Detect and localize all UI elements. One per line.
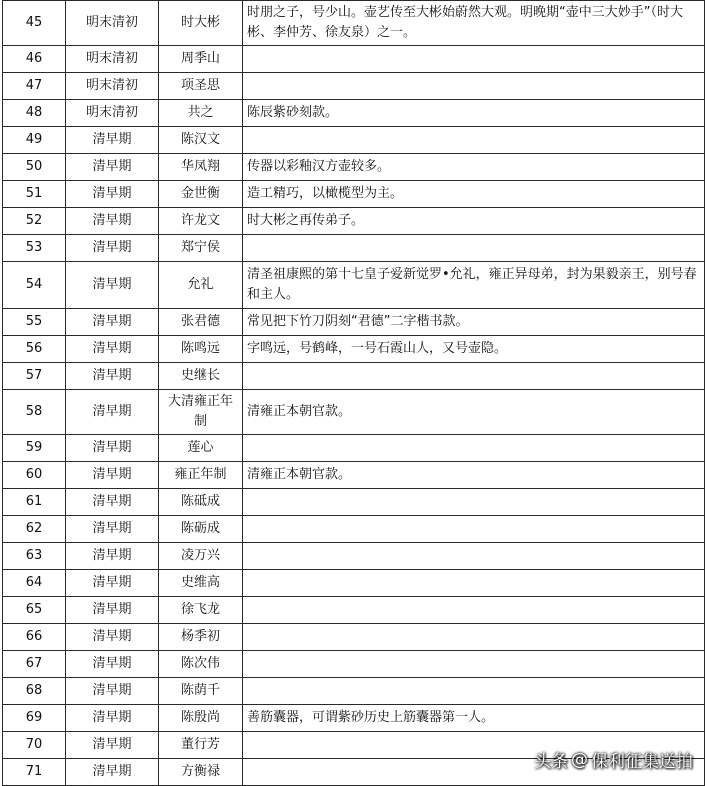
row-era: 清早期 <box>66 732 159 759</box>
table-row <box>3 100 705 127</box>
table-row <box>3 705 705 732</box>
table-row <box>3 570 705 597</box>
row-potter-name: 大清雍正年制 <box>159 390 243 435</box>
watermark-at: @ <box>571 749 588 770</box>
row-note <box>243 435 705 462</box>
row-era: 清早期 <box>66 127 159 154</box>
row-note: 造工精巧，以橄榄型为主。 <box>243 181 705 208</box>
row-potter-name: 雍正年制 <box>159 462 243 489</box>
row-note <box>243 543 705 570</box>
row-note <box>243 235 705 262</box>
row-potter-name: 史维高 <box>159 570 243 597</box>
table-row <box>3 435 705 462</box>
table-row <box>3 127 705 154</box>
row-note: 清圣祖康熙的第十七皇子爱新觉罗•允礼，雍正异母弟，封为果毅亲王，别号春和主人。 <box>243 262 705 309</box>
row-potter-name: 时大彬 <box>159 1 243 46</box>
row-era: 清早期 <box>66 705 159 732</box>
table-row <box>3 1 705 46</box>
row-era: 清早期 <box>66 597 159 624</box>
row-era: 清早期 <box>66 570 159 597</box>
row-potter-name: 凌万兴 <box>159 543 243 570</box>
row-potter-name: 董行芳 <box>159 732 243 759</box>
row-note <box>243 46 705 73</box>
row-note <box>243 570 705 597</box>
row-number: 57 <box>3 363 66 390</box>
row-note <box>243 363 705 390</box>
row-era: 清早期 <box>66 624 159 651</box>
watermark <box>534 747 693 772</box>
row-note <box>243 597 705 624</box>
row-number: 55 <box>3 309 66 336</box>
row-potter-name: 许龙文 <box>159 208 243 235</box>
row-number: 50 <box>3 154 66 181</box>
row-number: 68 <box>3 678 66 705</box>
row-number: 59 <box>3 435 66 462</box>
row-note <box>243 516 705 543</box>
table-row <box>3 181 705 208</box>
row-note <box>243 678 705 705</box>
row-potter-name: 徐飞龙 <box>159 597 243 624</box>
row-era: 清早期 <box>66 489 159 516</box>
row-number: 51 <box>3 181 66 208</box>
table-row <box>3 462 705 489</box>
row-number: 69 <box>3 705 66 732</box>
row-potter-name: 陈砥成 <box>159 489 243 516</box>
row-number: 58 <box>3 390 66 435</box>
row-era: 明末清初 <box>66 46 159 73</box>
row-potter-name: 陈鸣远 <box>159 336 243 363</box>
row-number: 60 <box>3 462 66 489</box>
row-potter-name: 允礼 <box>159 262 243 309</box>
watermark-left: 头条 <box>534 752 568 772</box>
row-number: 61 <box>3 489 66 516</box>
row-potter-name: 杨季初 <box>159 624 243 651</box>
row-potter-name: 陈殷尚 <box>159 705 243 732</box>
row-number: 66 <box>3 624 66 651</box>
row-number: 71 <box>3 759 66 786</box>
row-era: 清早期 <box>66 435 159 462</box>
row-number: 67 <box>3 651 66 678</box>
row-era: 清早期 <box>66 678 159 705</box>
potters-table <box>2 0 705 786</box>
row-potter-name: 项圣思 <box>159 73 243 100</box>
row-era: 清早期 <box>66 208 159 235</box>
table-row <box>3 390 705 435</box>
row-potter-name: 方衡禄 <box>159 759 243 786</box>
row-number: 47 <box>3 73 66 100</box>
row-era: 清早期 <box>66 262 159 309</box>
row-era: 清早期 <box>66 543 159 570</box>
table-row <box>3 208 705 235</box>
table-row <box>3 543 705 570</box>
row-era: 明末清初 <box>66 100 159 127</box>
row-potter-name: 陈汉文 <box>159 127 243 154</box>
row-number: 65 <box>3 597 66 624</box>
table-row <box>3 624 705 651</box>
row-number: 53 <box>3 235 66 262</box>
row-note <box>243 651 705 678</box>
row-note <box>243 489 705 516</box>
row-potter-name: 陈次伟 <box>159 651 243 678</box>
row-note: 陈辰紫砂刻款。 <box>243 100 705 127</box>
row-note: 字鸣远，号鹤峰，一号石霞山人，又号壶隐。 <box>243 336 705 363</box>
row-potter-name: 莲心 <box>159 435 243 462</box>
row-potter-name: 金世衡 <box>159 181 243 208</box>
row-number: 46 <box>3 46 66 73</box>
table-row <box>3 235 705 262</box>
row-era: 清早期 <box>66 154 159 181</box>
row-number: 63 <box>3 543 66 570</box>
row-number: 45 <box>3 1 66 46</box>
row-number: 52 <box>3 208 66 235</box>
table-row <box>3 336 705 363</box>
row-potter-name: 周季山 <box>159 46 243 73</box>
table-row <box>3 516 705 543</box>
table-row <box>3 262 705 309</box>
row-number: 54 <box>3 262 66 309</box>
row-era: 清早期 <box>66 516 159 543</box>
table-row <box>3 154 705 181</box>
table-row <box>3 309 705 336</box>
table-row <box>3 73 705 100</box>
row-note <box>243 73 705 100</box>
row-note: 清雍正本朝官款。 <box>243 390 705 435</box>
row-note: 善筋囊器，可谓紫砂历史上筋囊器第一人。 <box>243 705 705 732</box>
table-body <box>3 1 705 786</box>
table-row <box>3 651 705 678</box>
row-note <box>243 127 705 154</box>
table-row <box>3 363 705 390</box>
row-note <box>243 624 705 651</box>
row-potter-name: 华凤翔 <box>159 154 243 181</box>
row-potter-name: 陈荫千 <box>159 678 243 705</box>
row-potter-name: 陈砺成 <box>159 516 243 543</box>
watermark-right: 保利征集送拍 <box>591 752 693 772</box>
table-row <box>3 678 705 705</box>
row-note: 传器以彩釉汉方壶较多。 <box>243 154 705 181</box>
row-era: 清早期 <box>66 309 159 336</box>
row-potter-name: 共之 <box>159 100 243 127</box>
row-number: 48 <box>3 100 66 127</box>
row-number: 62 <box>3 516 66 543</box>
table-row <box>3 597 705 624</box>
row-potter-name: 张君德 <box>159 309 243 336</box>
row-note: 时大彬之再传弟子。 <box>243 208 705 235</box>
row-number: 56 <box>3 336 66 363</box>
row-note: 清雍正本朝官款。 <box>243 462 705 489</box>
row-note: 常见把下竹刀阴刻“君德”二字楷书款。 <box>243 309 705 336</box>
row-era: 清早期 <box>66 181 159 208</box>
row-potter-name: 史继长 <box>159 363 243 390</box>
row-era: 清早期 <box>66 363 159 390</box>
row-potter-name: 郑宁侯 <box>159 235 243 262</box>
row-era: 清早期 <box>66 651 159 678</box>
row-era: 清早期 <box>66 336 159 363</box>
table-row <box>3 46 705 73</box>
row-number: 64 <box>3 570 66 597</box>
table-row <box>3 489 705 516</box>
row-era: 明末清初 <box>66 1 159 46</box>
row-era: 清早期 <box>66 462 159 489</box>
row-era: 清早期 <box>66 759 159 786</box>
row-number: 49 <box>3 127 66 154</box>
row-era: 明末清初 <box>66 73 159 100</box>
row-era: 清早期 <box>66 390 159 435</box>
row-era: 清早期 <box>66 235 159 262</box>
row-number: 70 <box>3 732 66 759</box>
row-note: 时朋之子，号少山。壶艺传至大彬始蔚然大观。明晚期“壶中三大妙手”（时大彬、李仲芳、徐友泉）之一。 <box>243 1 705 46</box>
